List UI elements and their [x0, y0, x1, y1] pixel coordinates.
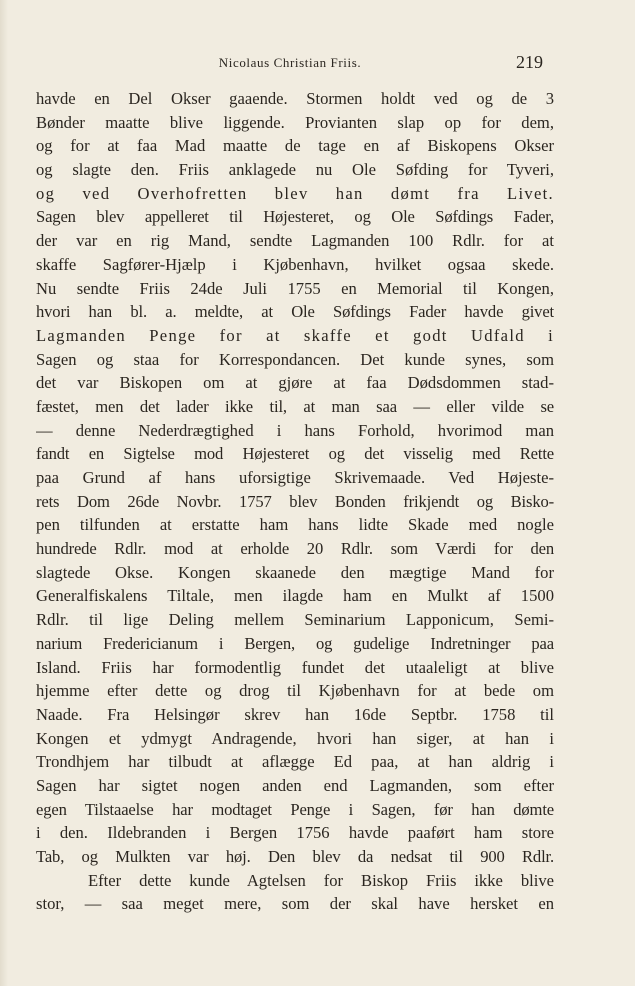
text-line: Trondhjem har tilbudt at aflægge Ed paa, at han aldrig i: [36, 752, 554, 772]
text-line: Sagen og staa for Korrespondancen. Det kunde synes, som: [36, 349, 554, 369]
text-line: paa Grund af hans uforsigtige Skrivemaade. Ved Højeste-: [36, 468, 554, 487]
text-line: hjemme efter dette og drog til Kjøbenhavn for at bede om: [36, 681, 554, 701]
text-line: og for at faa Mad maatte de tage en af Biskopens Okser: [36, 136, 554, 156]
text-line: skaffe Sagfører-Hjælp i Kjøbenhavn, hvilket ogsaa skede.: [36, 254, 554, 274]
text-line: Tab, og Mulkten var høj. Den blev da nedsat til 900 Rdlr.: [36, 847, 554, 866]
text-line: fandt en Sigtelse mod Højesteret og det visselig med Rette: [36, 444, 554, 464]
text-line: stor, — saa meget mere, som der skal have hersket en: [36, 894, 554, 914]
text-line: i den. Ildebranden i Bergen 1756 havde paaført ham store: [36, 823, 554, 843]
text-line: Kongen et ydmygt Andragende, hvori han siger, at han i: [36, 728, 554, 748]
page-number: 219: [516, 52, 543, 72]
text-line: Rdlr. til lige Deling mellem Seminarium Lapponicum, Semi-: [36, 610, 554, 630]
text-line: det var Biskopen om at gjøre at faa Dødsdommen stad-: [36, 373, 554, 393]
running-head: [0, 52, 635, 74]
text-line: hvori han bl. a. meldte, at Ole Søfdings Fader havde givet: [36, 302, 554, 322]
text-line: Nu sendte Friis 24de Juli 1755 en Memorial til Kongen,: [36, 278, 554, 298]
text-line: rets Dom 26de Novbr. 1757 blev Bonden frikjendt og Bisko-: [36, 491, 554, 511]
text-line: — denne Nederdrægtighed i hans Forhold, hvorimod man: [36, 420, 554, 440]
text-line: fæstet, men det lader ikke til, at man saa — eller vilde se: [36, 396, 554, 416]
text-line: Island. Friis har formodentlig fundet det utaaleligt at blive: [36, 657, 554, 677]
body-text: [36, 87, 554, 916]
text-line: Naade. Fra Helsingør skrev han 16de Septbr. 1758 til: [36, 704, 554, 724]
text-line: Efter dette kunde Agtelsen for Biskop Friis ikke blive: [88, 870, 554, 890]
text-line: der var en rig Mand, sendte Lagmanden 100 Rdlr. for at: [36, 231, 554, 251]
text-line: Generalfiskalens Tiltale, men ilagde ham en Mulkt af 1500: [36, 586, 554, 606]
text-line: Bønder maatte blive liggende. Provianten slap op for dem,: [36, 112, 554, 132]
text-line: Sagen blev appelleret til Højesteret, og Ole Søfdings Fader,: [36, 207, 554, 227]
text-line: hundrede Rdlr. mod at erholde 20 Rdlr. som Værdi for den: [36, 539, 554, 559]
page-edge: [0, 0, 8, 986]
text-line: Lagmanden Penge for at skaffe et godt Udfald i: [36, 325, 554, 345]
running-title: Nicolaus Christian Friis.: [218, 55, 362, 70]
text-line: og ved Overhofretten blev han dømt fra Livet.: [36, 183, 554, 203]
text-line: egen Tilstaaelse har modtaget Penge i Sagen, før han dømte: [36, 799, 554, 819]
text-line: narium Fredericianum i Bergen, og gudelige Indretninger paa: [36, 633, 554, 653]
text-line: slagtede Okse. Kongen skaanede den mægtige Mand for: [36, 562, 554, 582]
text-line: Sagen har sigtet nogen anden end Lagmanden, som efter: [36, 775, 554, 795]
text-line: og slagte den. Friis anklagede nu Ole Søfding for Tyveri,: [36, 160, 554, 180]
text-line: pen tilfunden at erstatte ham hans lidte Skade med nogle: [36, 515, 554, 535]
text-line: havde en Del Okser gaaende. Stormen holdt ved og de 3: [36, 89, 554, 108]
